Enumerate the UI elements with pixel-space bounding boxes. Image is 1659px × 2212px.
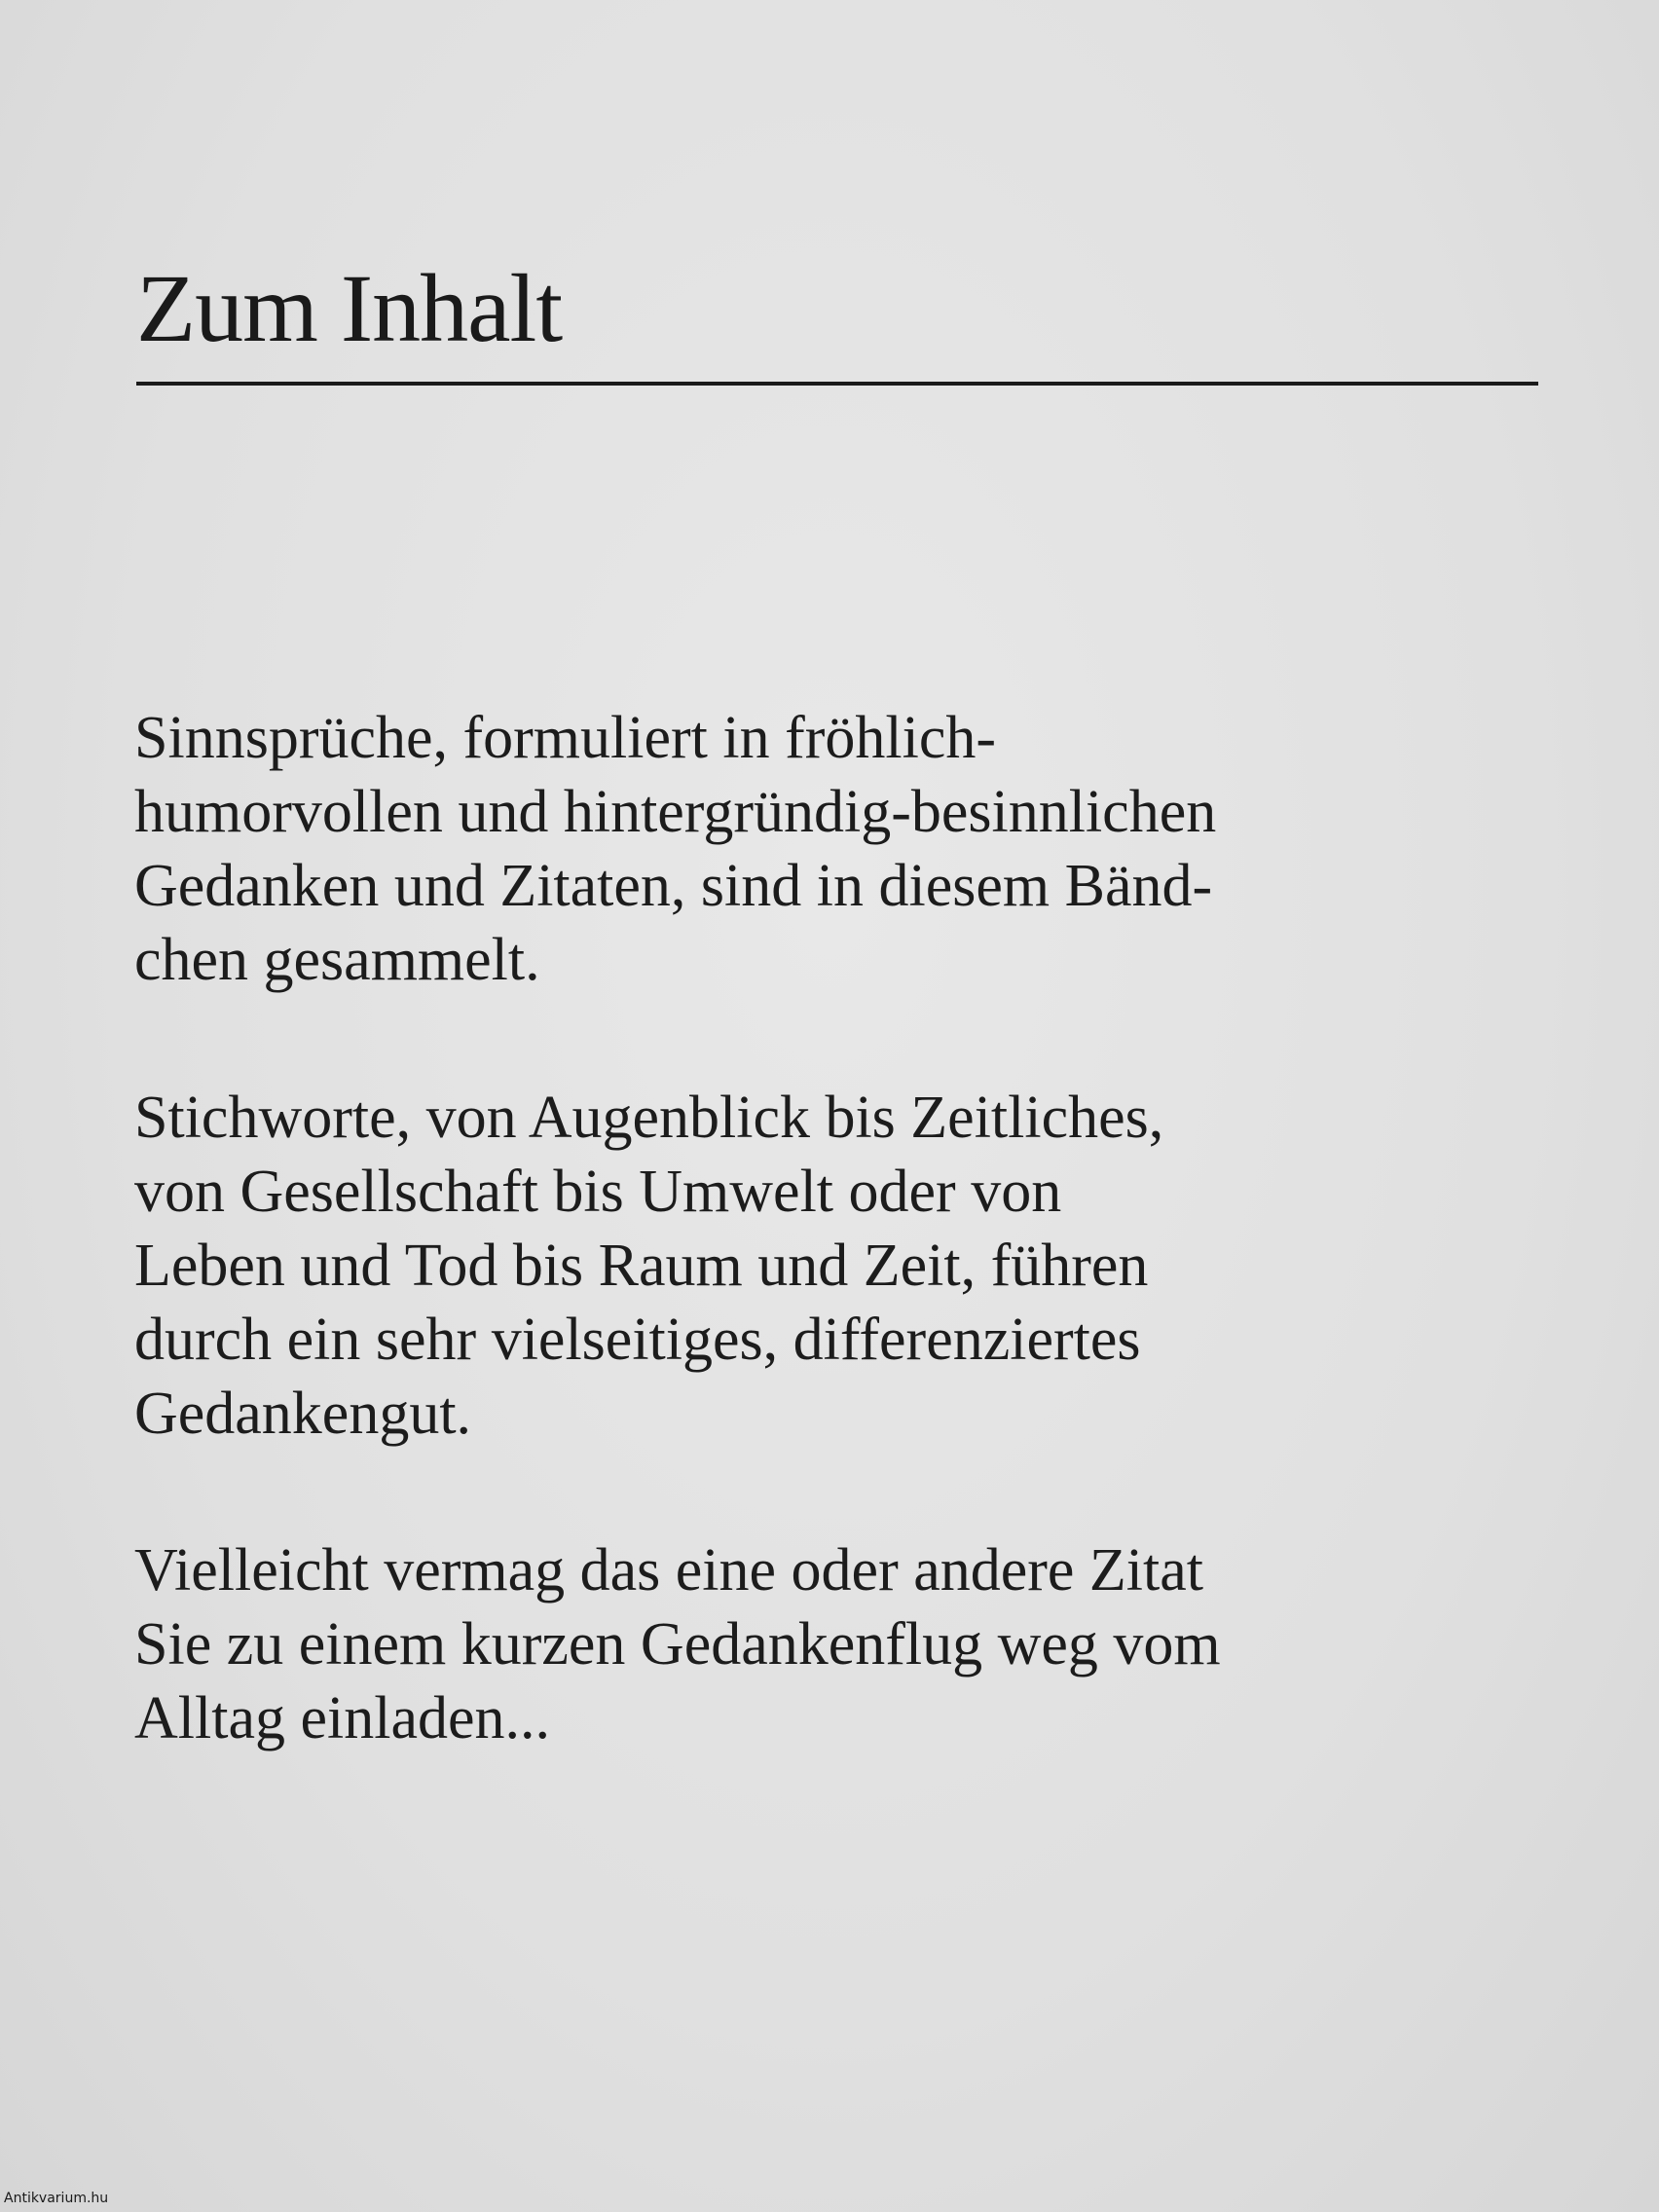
text-line: durch ein sehr vielseitiges, differenziertes — [134, 1307, 1141, 1373]
text-line: Vielleicht vermag das eine oder andere Zitat — [134, 1537, 1203, 1604]
text-line: humorvollen und hintergründig-besinnlichen — [134, 779, 1217, 845]
page-title: Zum Inhalt — [136, 254, 563, 362]
watermark: Antikvarium.hu — [4, 2191, 109, 2206]
text-line: Gedankengut. — [134, 1381, 472, 1447]
text-line: chen gesammelt. — [134, 927, 540, 993]
text-line: Stichworte, von Augenblick bis Zeitliches, — [134, 1085, 1164, 1151]
paragraph-keywords — [134, 1081, 1163, 1451]
text-line: Alltag einladen... — [134, 1685, 550, 1751]
text-line: Sie zu einem kurzen Gedankenflug weg vom — [134, 1611, 1221, 1677]
paragraph-intro — [134, 701, 1216, 997]
paragraph-closing — [134, 1533, 1221, 1755]
text-line: Gedanken und Zitaten, sind in diesem Bänd- — [134, 853, 1213, 919]
text-line: Sinnsprüche, formuliert in fröhlich- — [134, 705, 997, 771]
text-line: Leben und Tod bis Raum und Zeit, führen — [134, 1233, 1149, 1299]
text-line: von Gesellschaft bis Umwelt oder von — [134, 1159, 1062, 1225]
title-underline — [136, 382, 1538, 386]
